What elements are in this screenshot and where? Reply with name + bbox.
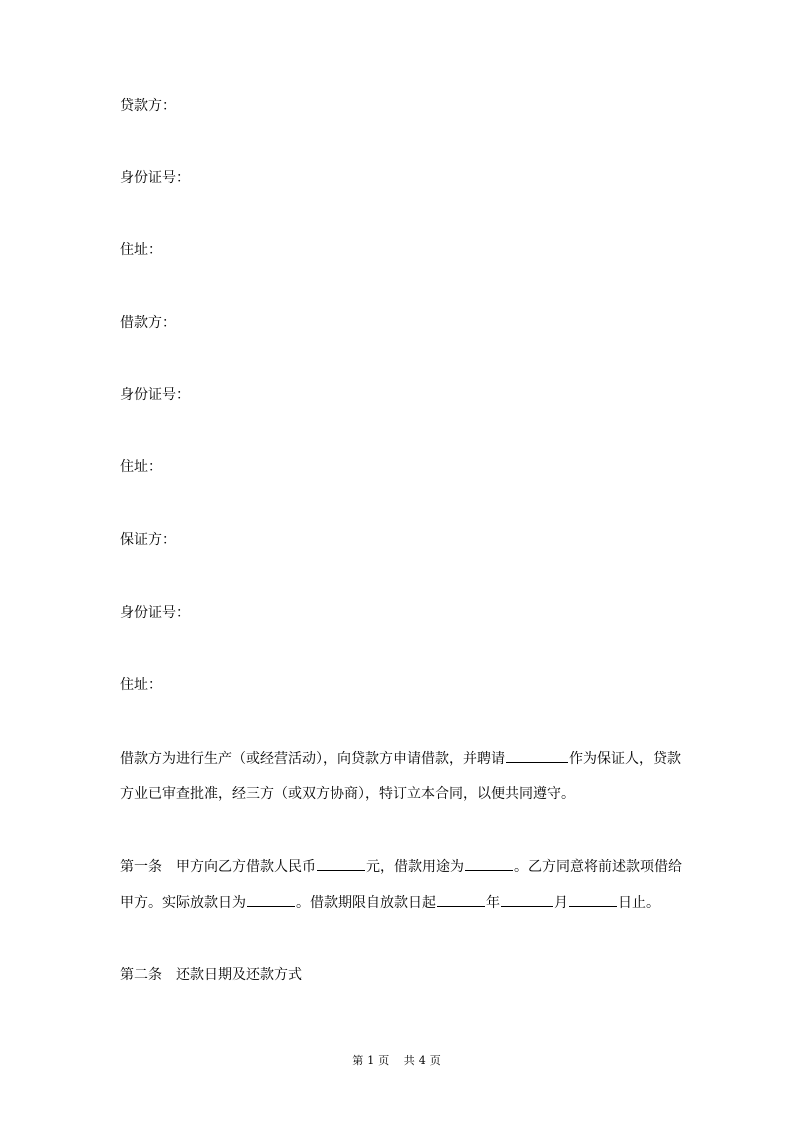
preamble-line-2: 方业已审查批准，经三方（或双方协商），特订立本合同，以便共同遵守。 bbox=[120, 786, 575, 802]
guarantor-id-label: 身份证号： bbox=[120, 605, 190, 621]
article-2-number: 第二条 bbox=[120, 967, 162, 983]
guarantor-label: 保证方： bbox=[120, 532, 176, 548]
article-1-text-year: 年 bbox=[486, 895, 500, 911]
article-1-text-a: 甲方向乙方借款人民币 bbox=[176, 859, 316, 875]
borrower-label: 借款方： bbox=[120, 315, 176, 331]
borrower-id-label: 身份证号： bbox=[120, 387, 190, 403]
guarantor-address-label: 住址： bbox=[120, 677, 162, 693]
article-1-text-b: 元，借款用途为 bbox=[366, 859, 464, 875]
page-number: 1 bbox=[367, 1054, 375, 1067]
amount-blank bbox=[317, 856, 365, 871]
article-1-line-1 bbox=[120, 856, 682, 877]
guarantor-name-blank bbox=[506, 748, 568, 763]
page-prefix: 第 bbox=[352, 1054, 364, 1067]
article-1-text-day: 日止。 bbox=[618, 895, 660, 911]
article-1-text-d: 甲方。实际放款日为 bbox=[120, 895, 246, 911]
article-1-text-e: 。借款期限自放款日起 bbox=[296, 895, 436, 911]
month-blank bbox=[501, 892, 553, 907]
purpose-blank bbox=[465, 856, 513, 871]
borrower-address-label: 住址： bbox=[120, 459, 162, 475]
preamble-text-b: 作为保证人，贷款 bbox=[569, 751, 681, 767]
preamble-text-a: 借款方为进行生产（或经营活动），向贷款方申请借款，并聘请 bbox=[120, 751, 505, 767]
preamble-line-1 bbox=[120, 748, 681, 769]
lender-label: 贷款方： bbox=[120, 98, 176, 114]
lender-address-label: 住址： bbox=[120, 242, 162, 258]
total-pages: 4 bbox=[418, 1054, 426, 1067]
article-2-heading bbox=[120, 965, 302, 985]
total-unit: 页 bbox=[429, 1054, 441, 1067]
day-blank bbox=[569, 892, 617, 907]
article-1-text-c: 。乙方同意将前述款项借给 bbox=[514, 859, 682, 875]
article-1-number: 第一条 bbox=[120, 859, 162, 875]
article-1-line-2 bbox=[120, 892, 660, 913]
page-footer bbox=[0, 1054, 793, 1068]
lender-id-label: 身份证号： bbox=[120, 170, 190, 186]
year-blank bbox=[437, 892, 485, 907]
release-date-blank bbox=[247, 892, 295, 907]
total-prefix: 共 bbox=[403, 1054, 415, 1067]
page-unit: 页 bbox=[378, 1054, 390, 1067]
article-1-text-month: 月 bbox=[554, 895, 568, 911]
article-2-title: 还款日期及还款方式 bbox=[176, 967, 302, 983]
